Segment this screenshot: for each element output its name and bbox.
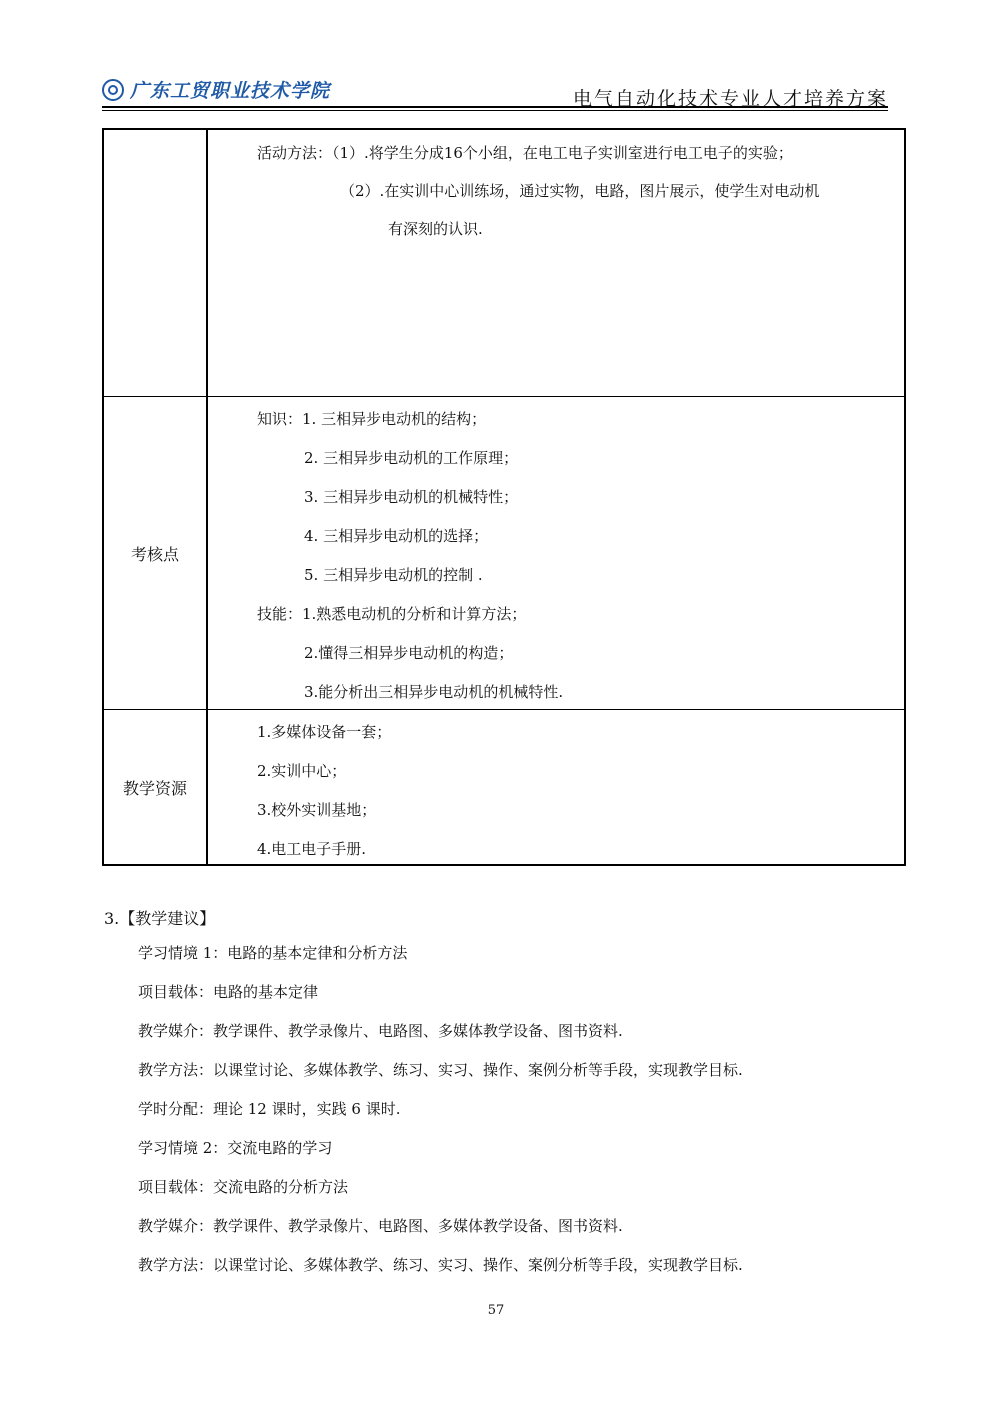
activity-line: （2）.在实训中心训练场，通过实物，电路，图片展示，使学生对电动机 — [340, 182, 820, 200]
page-header — [102, 72, 888, 108]
page-number: 57 — [487, 1303, 505, 1318]
college-seal-icon — [102, 79, 124, 101]
section-paragraph: 教学方法：以课堂讨论、多媒体教学、练习、实习、操作、案例分析等手段，实现教学目标. — [138, 1061, 743, 1079]
activity-line: 有深刻的认识. — [388, 220, 483, 238]
knowledge-item: 2. 三相异步电动机的工作原理； — [304, 449, 519, 467]
resources-label: 教学资源 — [104, 710, 208, 865]
assessment-row — [104, 396, 904, 710]
resource-item: 1.多媒体设备一套； — [257, 723, 392, 741]
header-divider — [102, 106, 888, 108]
knowledge-item: 3. 三相异步电动机的机械特性； — [304, 488, 519, 506]
skill-item: 2.懂得三相异步电动机的构造； — [304, 644, 514, 662]
resources-content — [208, 710, 904, 865]
assessment-label: 考核点 — [104, 397, 208, 710]
section-paragraph: 教学媒介：教学课件、教学录像片、电路图、多媒体教学设备、图书资料. — [138, 1217, 623, 1235]
document-title: 电气自动化技术专业人才培养方案 — [572, 88, 888, 110]
activity-label-cell — [104, 130, 208, 396]
section-paragraph: 学习情境 1：电路的基本定律和分析方法 — [138, 944, 408, 962]
resource-item: 4.电工电子手册. — [257, 840, 367, 858]
section-paragraph: 教学媒介：教学课件、教学录像片、电路图、多媒体教学设备、图书资料. — [138, 1022, 623, 1040]
activity-row — [104, 130, 904, 396]
section-paragraph: 教学方法：以课堂讨论、多媒体教学、练习、实习、操作、案例分析等手段，实现教学目标. — [138, 1256, 743, 1274]
resources-row — [104, 709, 904, 865]
activity-content — [208, 130, 904, 396]
section-heading: 3.【教学建议】 — [104, 909, 216, 928]
course-table — [102, 128, 906, 866]
college-logo — [102, 76, 330, 103]
skill-item: 技能：1.熟悉电动机的分析和计算方法； — [257, 605, 527, 623]
activity-line: 活动方法：（1）.将学生分成16个小组，在电工电子实训室进行电工电子的实验； — [257, 144, 793, 162]
knowledge-item: 知识：1. 三相异步电动机的结构； — [257, 410, 487, 428]
college-name: 广东工贸职业技术学院 — [130, 80, 331, 102]
section-paragraph: 项目载体：电路的基本定律 — [138, 983, 319, 1001]
resource-item: 3.校外实训基地； — [257, 801, 377, 819]
header-divider-thin — [102, 110, 888, 111]
skill-item: 3.能分析出三相异步电动机的机械特性. — [304, 683, 564, 701]
knowledge-item: 4. 三相异步电动机的选择； — [304, 527, 489, 545]
section-paragraph: 项目载体：交流电路的分析方法 — [138, 1178, 349, 1196]
section-paragraph: 学时分配：理论 12 课时，实践 6 课时. — [138, 1100, 401, 1118]
assessment-content — [208, 397, 904, 710]
knowledge-item: 5. 三相异步电动机的控制 . — [304, 566, 483, 584]
section-paragraph: 学习情境 2：交流电路的学习 — [138, 1139, 333, 1157]
resource-item: 2.实训中心； — [257, 762, 347, 780]
